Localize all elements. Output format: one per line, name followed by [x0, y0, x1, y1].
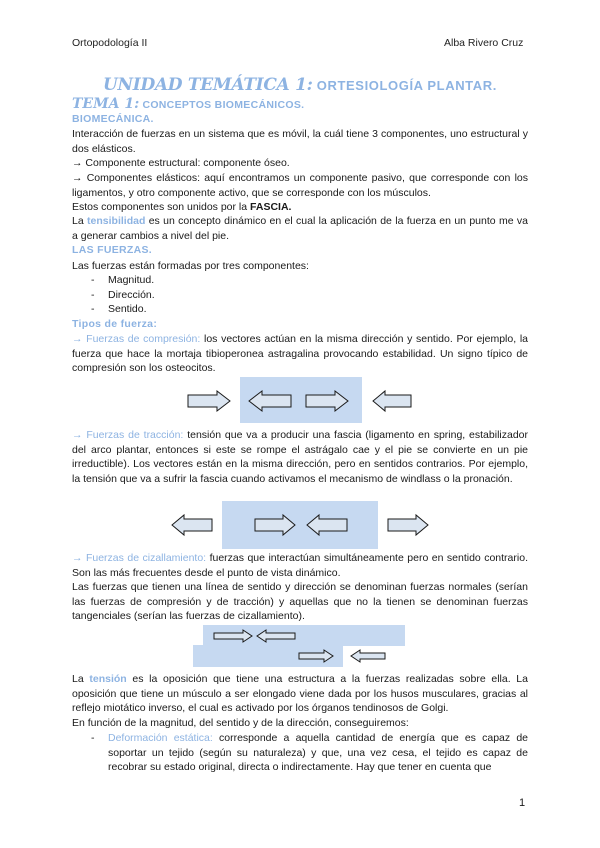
static-deformation-label: Deformación estática:	[108, 732, 213, 744]
compression-arrow-right-outer	[187, 390, 231, 412]
paragraph-8-start: La	[72, 673, 90, 685]
static-deformation-paragraph	[108, 731, 528, 775]
header-right: Alba Rivero Cruz	[444, 37, 524, 49]
paragraph-5-rest: es un concepto dinámico en el cual la aplicación de la fuerza en un punto me va a generar cambios a nivel del pie.	[72, 215, 528, 242]
paragraph-4-text: Estos componentes son unidos por la	[72, 201, 251, 213]
tema-title	[72, 95, 304, 113]
paragraph-3: → Componentes elásticos: aquí encontramos un componente pasivo, que corresponde con los ligamentos, y otro componente activo, que se corresponde con los músculos.	[72, 172, 528, 199]
paragraph-7: Las fuerzas que tienen una línea de sentido y dirección se denominan fuerzas normales (serían las fuerzas de compresión y de tracción) y aquellas que no la tienen se denominan fuerzas tangenciales (serían las fuerzas de cizallamiento).	[72, 581, 528, 623]
page-number: 1	[519, 797, 526, 809]
static-deformation-text: corresponde a aquella cantidad de energía que es capaz de soportar un tejido (según su naturaleza) y que, una vez cesa, el tejido es capaz de recobrar su estado original, directa o indirectamente. Hay que tener en cuenta que	[108, 732, 528, 774]
paragraph-5	[72, 214, 528, 243]
section-biomecanica: BIOMECÁNICA.	[72, 113, 154, 125]
compression-arrow-right-inner	[305, 390, 349, 412]
shear-paragraph	[72, 551, 528, 580]
traction-paragraph	[72, 428, 528, 486]
shear-arrow-left-bottom	[350, 649, 386, 663]
list-bullet: -	[91, 303, 95, 315]
paragraph-4	[72, 200, 528, 215]
list-bullet: -	[91, 289, 95, 301]
traction-arrow-left-inner	[306, 514, 348, 536]
tension-keyword: tensión	[89, 673, 127, 685]
list-bullet: -	[91, 732, 95, 744]
tensibilidad-keyword: tensibilidad	[87, 215, 146, 227]
compression-arrow-left-inner	[248, 390, 292, 412]
header-left: Ortopodología II	[72, 37, 148, 49]
list-item-direccion: Dirección.	[108, 289, 155, 301]
list-bullet: -	[91, 274, 95, 286]
unit-title	[0, 75, 600, 95]
tema-title-main: TEMA 1:	[72, 96, 140, 112]
paragraph-1: Interacción de fuerzas en un sistema que es móvil, la cuál tiene 3 componentes, uno estructural y dos elásticos.	[72, 128, 528, 155]
paragraph-5-start: La	[72, 215, 88, 227]
shear-arrow-right-bottom	[298, 649, 334, 663]
shear-text: fuerzas que interactúan simultáneamente pero en sentido contrario. Son las más frecuentes desde el punto de vista dinámico.	[72, 552, 528, 579]
paragraph-2: → Componente estructural: componente óseo.	[72, 157, 290, 169]
paragraph-8-rest: es la oposición que tiene una estructura a la fuerzas realizadas sobre ella. La oposición que tiene un músculo a ser elongado viene dada por los husos musculares, gracias al reflejo miotático inverso, el cual es activado por los órganos tendinosos de Golgi.	[72, 673, 528, 715]
fascia-keyword: FASCIA.	[250, 201, 292, 213]
traction-label: → Fuerzas de tracción:	[72, 429, 184, 441]
section-tipos: Tipos de fuerza:	[72, 318, 158, 330]
traction-text: tensión que va a producir una fascia (ligamento en spring, estabilizador del arco plantar, entonces si este se rompe el astrágalo cae y el pie se convierte en un pie irreductible). Los vectores están en la misma dirección, pero en sentidos contrarios. Por ejemplo, la tensión que va a sufrir la fascia cuando activamos el mecanismo de windlass o la pronación.	[72, 429, 529, 485]
shear-arrow-left-top	[256, 629, 296, 643]
paragraph-6: Las fuerzas están formadas por tres componentes:	[72, 260, 309, 272]
compression-text: los vectores actúan en la misma dirección y sentido. Por ejemplo, la fuerza que hace la mortaja tibioperonea astragalina provocando estabilidad. Un signo típico de compresión son los osteocitos.	[72, 333, 528, 375]
paragraph-9: En función de la magnitud, del sentido y de la dirección, conseguiremos:	[72, 717, 409, 729]
paragraph-8	[72, 672, 528, 716]
traction-arrow-right-inner	[254, 514, 296, 536]
traction-box	[222, 501, 378, 549]
list-item-magnitud: Magnitud.	[108, 274, 155, 286]
compression-arrow-left-outer	[372, 390, 412, 412]
shear-label: → Fuerzas de cizallamiento:	[72, 552, 207, 564]
unit-title-sub: ORTESIOLOGÍA PLANTAR.	[312, 78, 497, 93]
compression-label: → Fuerzas de compresión:	[72, 333, 201, 345]
traction-arrow-right-outer	[387, 514, 429, 536]
compression-paragraph	[72, 332, 528, 376]
traction-arrow-left-outer	[171, 514, 213, 536]
list-item-sentido: Sentido.	[108, 303, 147, 315]
unit-title-main: UNIDAD TEMÁTICA 1:	[103, 75, 313, 95]
tema-title-sub: CONCEPTOS BIOMECÁNICOS.	[139, 99, 305, 111]
shear-arrow-right-top	[213, 629, 253, 643]
section-fuerzas: LAS FUERZAS.	[72, 244, 153, 256]
